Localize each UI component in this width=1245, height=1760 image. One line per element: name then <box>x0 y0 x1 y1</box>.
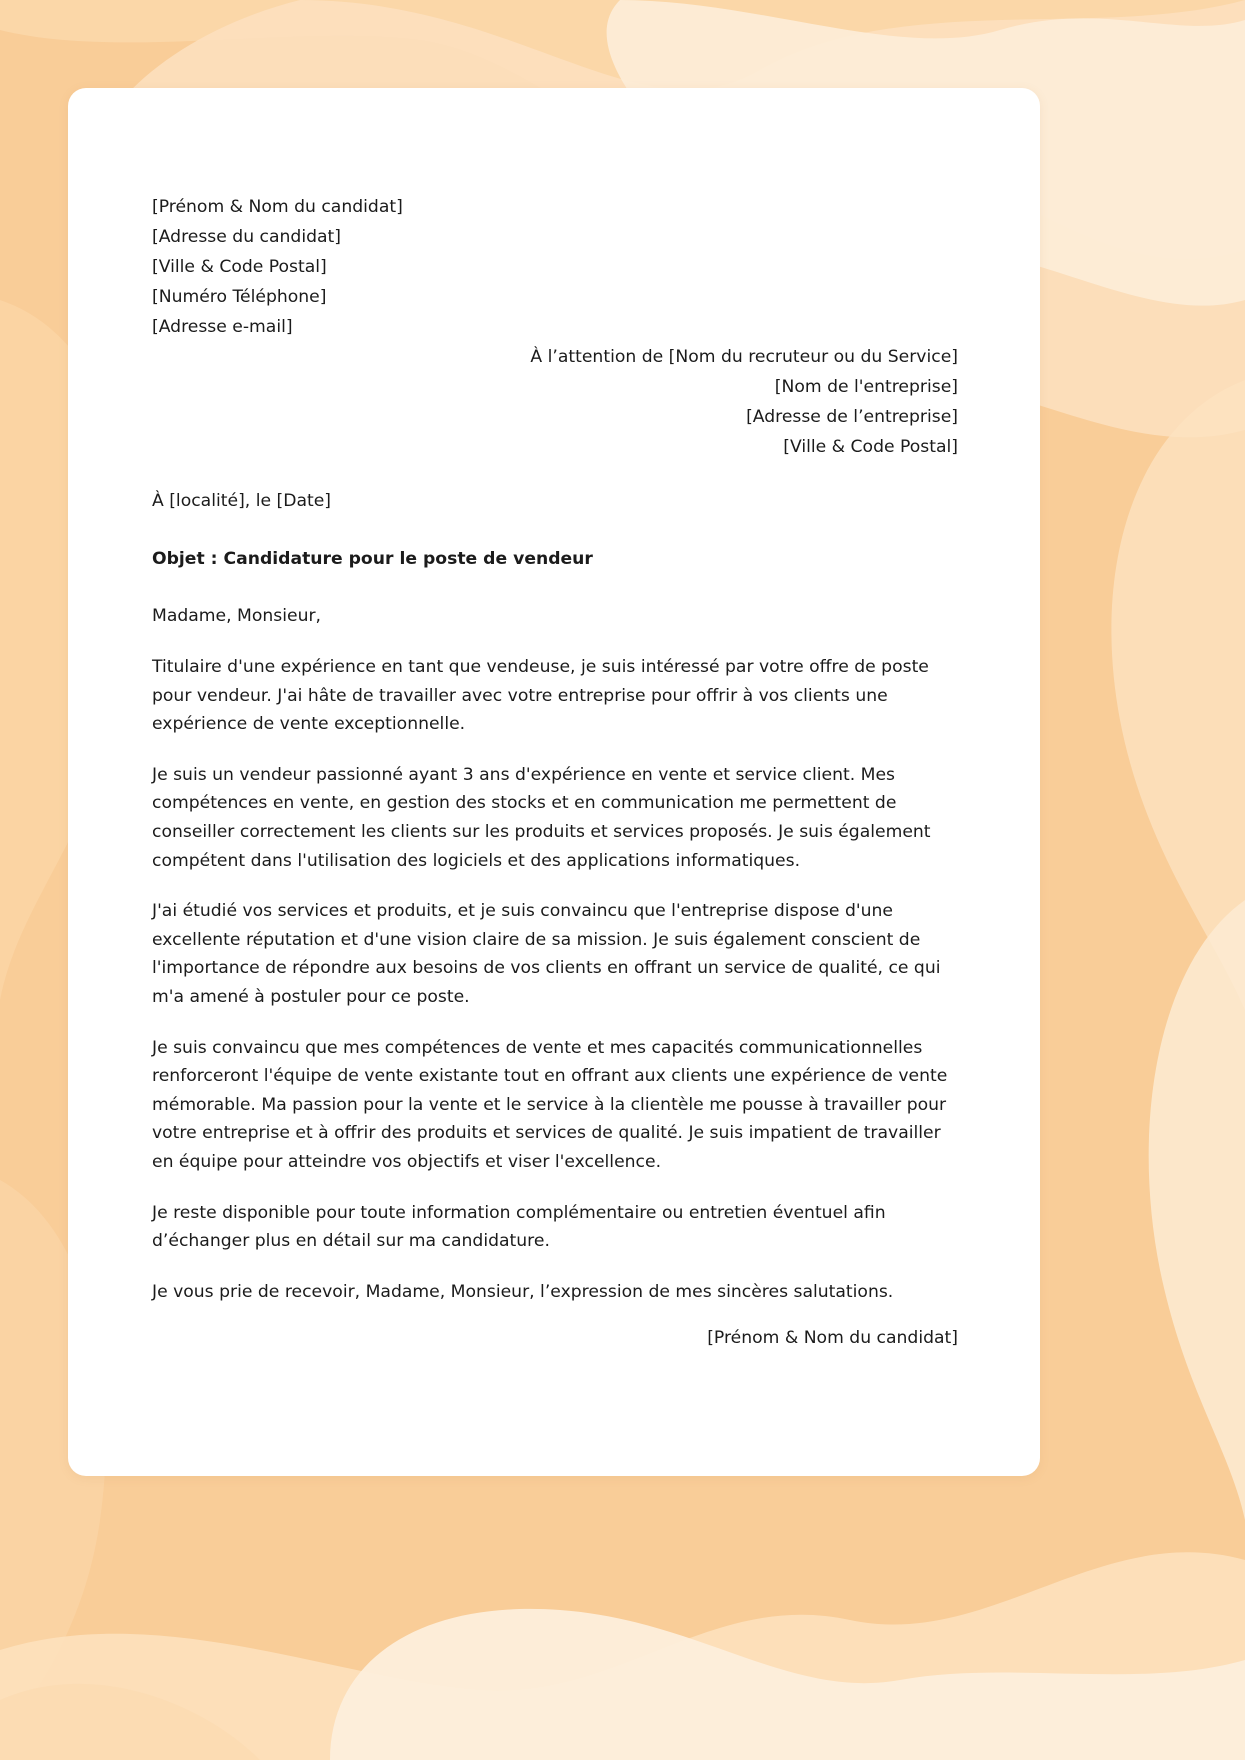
sender-line-email: [Adresse e-mail] <box>152 317 293 337</box>
body-paragraph: J'ai étudié vos services et produits, et je suis convaincu que l'entreprise dispose d'une excellente réputation et d'une vision claire de sa mission. Je suis également conscient de l'importance de répondre aux besoins de vos clients en offrant un service de qualité, ce qui m'a amené à postuler pour ce poste. <box>152 901 941 1007</box>
signature-line: [Prénom & Nom du candidat] <box>707 1328 958 1349</box>
sender-line-address: [Adresse du candidat] <box>152 227 341 247</box>
body-paragraph: Je suis convaincu que mes compétences de vente et mes capacités communicationnelles renforceront l'équipe de vente existante tout en offrant aux clients une expérience de vente mémorable. Ma passion pour la vente et le service à la clientèle me pousse à travailler pour votre entreprise et à offrir des produits et services de qualité. Je suis impatient de travailler en équipe pour atteindre vos objectifs et viser l'excellence. <box>152 1037 948 1172</box>
sender-line-phone: [Numéro Téléphone] <box>152 287 327 307</box>
sender-line-city: [Ville & Code Postal] <box>152 257 327 277</box>
letter-content <box>152 192 958 1353</box>
body-paragraph: Je vous prie de recevoir, Madame, Monsieur, l’expression de mes sincères salutations. <box>152 1281 894 1302</box>
recipient-line-city: [Ville & Code Postal] <box>783 437 958 457</box>
letter-page <box>68 88 1040 1476</box>
sender-address-block <box>152 192 958 342</box>
date-line: À [localité], le [Date] <box>152 491 332 511</box>
body-paragraph: Titulaire d'une expérience en tant que vendeuse, je suis intéressé par votre offre de poste pour vendeur. J'ai hâte de travailler avec votre entreprise pour offrir à vos clients une expérience de vente exceptionnelle. <box>152 657 929 735</box>
sender-line-name: [Prénom & Nom du candidat] <box>152 197 403 217</box>
recipient-line-attention: À l’attention de [Nom du recruteur ou du Service] <box>530 347 958 367</box>
recipient-line-address: [Adresse de l’entreprise] <box>746 407 958 427</box>
body-paragraph: Je reste disponible pour toute information complémentaire ou entretien éventuel afin d’échanger plus en détail sur ma candidature. <box>152 1202 886 1252</box>
recipient-line-company: [Nom de l'entreprise] <box>774 377 958 397</box>
recipient-address-block <box>152 342 958 462</box>
salutation-line: Madame, Monsieur, <box>152 606 322 626</box>
subject-line: Objet : Candidature pour le poste de vendeur <box>152 549 593 569</box>
body-paragraph: Je suis un vendeur passionné ayant 3 ans d'expérience en vente et service client. Mes compétences en vente, en gestion des stocks et en communication me permettent de conseiller correctement les clients sur les produits et services proposés. Je suis également compétent dans l'utilisation des logiciels et des applications informatiques. <box>152 764 931 871</box>
